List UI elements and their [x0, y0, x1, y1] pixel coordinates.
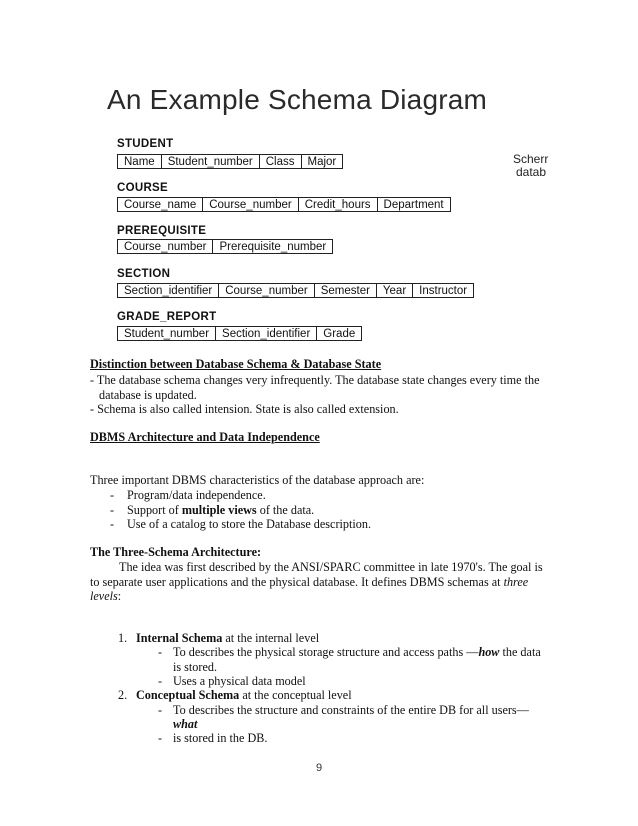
distinction-line: database is updated. [99, 388, 197, 402]
three-schema-paragraph-line [90, 575, 528, 590]
sub-bullet-text: Uses a physical data model [173, 674, 306, 688]
bullet-text [127, 503, 314, 518]
relation-attributes [117, 239, 333, 254]
schema-diagram-title: An Example Schema Diagram [107, 84, 488, 115]
sub-bullet-text: To describes the structure and constraints of the entire DB for all users— [173, 703, 529, 717]
dbms-heading: DBMS Architecture and Data Independence [90, 430, 320, 444]
list-item-part: at the conceptual level [239, 688, 352, 702]
attribute-cell: Class [259, 154, 302, 169]
bullet-text: Use of a catalog to store the Database description. [127, 517, 371, 531]
attribute-cell: Department [377, 197, 451, 212]
list-item-text [136, 688, 352, 703]
relation-attributes [117, 326, 362, 341]
sub-bullet-part: the data [499, 645, 541, 659]
attribute-cell: Course_number [218, 283, 314, 298]
bullet-dash: - [158, 674, 163, 688]
attribute-cell: Name [117, 154, 162, 169]
bullet-text: Program/data independence. [127, 488, 266, 502]
relation-name: SECTION [117, 268, 171, 280]
sub-bullet-bold-italic: how [478, 645, 500, 659]
side-note-line: datab [516, 165, 547, 179]
attribute-cell: Grade [316, 326, 362, 341]
bullet-dash: - [158, 645, 163, 659]
list-item-bold: Conceptual Schema [136, 688, 240, 702]
sub-bullet-text: is stored in the DB. [173, 731, 268, 745]
bullet-dash: - [110, 488, 115, 502]
side-note-line: Scherr [513, 152, 549, 166]
relation-attributes [117, 197, 451, 212]
relation-attributes [117, 283, 474, 298]
three-schema-paragraph-line: The idea was first described by the ANSI/SPARC committee in late 1970's. The goal is [119, 560, 543, 574]
list-item-part: at the internal level [222, 631, 320, 645]
attribute-cell: Prerequisite_number [212, 239, 333, 254]
bullet-text-part: Support of [127, 503, 182, 517]
distinction-heading: Distinction between Database Schema & Database State [90, 357, 382, 371]
bullet-dash: - [158, 731, 163, 745]
attribute-cell: Section_identifier [117, 283, 219, 298]
paragraph-part: to separate user applications and the physical database. It defines DBMS schemas at [90, 575, 501, 589]
sub-bullet-text [173, 645, 541, 660]
page-number: 9 [315, 762, 323, 774]
relation-name: GRADE_REPORT [117, 311, 217, 323]
attribute-cell: Credit_hours [298, 197, 378, 212]
paragraph-italic: three [503, 575, 529, 589]
list-number: 2. [118, 688, 128, 702]
bullet-text-part: of the data. [256, 503, 315, 517]
list-item-text [136, 631, 319, 646]
distinction-line: - Schema is also called intension. State is also called extension. [90, 402, 399, 416]
attribute-cell: Course_number [117, 239, 213, 254]
attribute-cell: Semester [314, 283, 377, 298]
attribute-cell: Major [301, 154, 344, 169]
attribute-cell: Course_number [202, 197, 298, 212]
sub-bullet-part: To describes the physical storage structure and access paths — [173, 645, 479, 659]
sub-bullet-bold-italic: what [173, 717, 198, 731]
relation-name: PREREQUISITE [117, 225, 207, 237]
bullet-text-bold: multiple views [181, 503, 257, 517]
list-number: 1. [118, 631, 128, 645]
bullet-dash: - [110, 503, 115, 517]
dbms-intro: Three important DBMS characteristics of the database approach are: [90, 473, 425, 487]
distinction-line: - The database schema changes very infrequently. The database state changes every time the [90, 373, 540, 387]
bullet-dash: - [110, 517, 115, 531]
sub-bullet-text: is stored. [173, 660, 218, 674]
three-schema-paragraph-line [90, 589, 121, 604]
relation-attributes [117, 154, 343, 169]
relation-name: COURSE [117, 182, 169, 194]
list-item-bold: Internal Schema [136, 631, 223, 645]
schema-diagram [113, 134, 553, 346]
attribute-cell: Course_name [117, 197, 203, 212]
attribute-cell: Instructor [412, 283, 474, 298]
three-schema-heading: The Three-Schema Architecture: [90, 545, 262, 559]
bullet-dash: - [158, 703, 163, 717]
attribute-cell: Year [376, 283, 413, 298]
attribute-cell: Student_number [117, 326, 216, 341]
relation-name: STUDENT [117, 138, 174, 150]
paragraph-italic: levels [90, 589, 118, 603]
attribute-cell: Section_identifier [215, 326, 317, 341]
paragraph-part: : [117, 589, 122, 603]
attribute-cell: Student_number [161, 154, 260, 169]
